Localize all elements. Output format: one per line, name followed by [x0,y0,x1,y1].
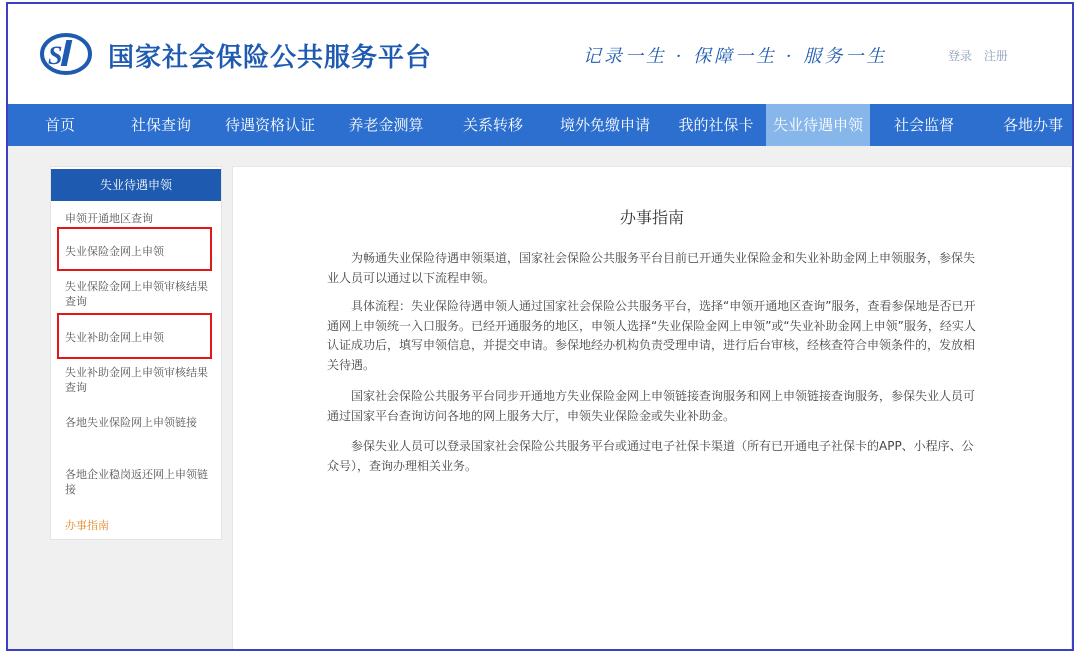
sidebar-item-guide[interactable]: 办事指南 [65,519,109,532]
auth-links [948,47,1016,64]
guide-paragraph-4: 参保失业人员可以登录国家社会保险公共服务平台或通过电子社保卡渠道（所有已开通电子社保卡的APP、小程序、公众号），查询办理相关业务。 [327,439,974,473]
guide-paragraph-1: 为畅通失业保险待遇申领渠道，国家社会保险公共服务平台目前已开通失业保险金和失业补助金网上申领服务，参保失业人员可以通过以下流程申领。 [327,251,976,285]
sidebar [50,166,222,540]
register-link[interactable]: 注册 [983,49,1008,63]
nav-item-my-social-card[interactable]: 我的社保卡 [678,116,754,134]
sidebar-item-local-insurance-links[interactable]: 各地失业保险网上申领链接 [65,416,197,429]
page-title: 办事指南 [619,208,684,227]
si-logo-icon [40,32,92,76]
main-nav [8,104,1072,146]
nav-item-social-supervision[interactable]: 社会监督 [893,116,954,134]
sidebar-item-unemployment-insurance-apply[interactable]: 失业保险金网上申领 [65,245,164,258]
site-title[interactable]: 国家社会保险公共服务平台 [108,43,433,73]
screenshot-frame [6,2,1074,651]
nav-item-pension-calculator[interactable]: 养老金测算 [348,116,424,134]
nav-item-local-services[interactable]: 各地办事 [1002,116,1063,134]
nav-item-social-security-query[interactable]: 社保查询 [130,116,191,134]
sidebar-item-insurance-review-result[interactable]: 失业保险金网上申领审核结果查询 [65,280,208,308]
sidebar-item-job-stabilization-links[interactable]: 各地企业稳岗返还网上申领链接 [65,468,208,496]
guide-paragraph-2: 具体流程：失业保险待遇申领人通过国家社会保险公共服务平台，选择“申领开通地区查询”服务，查看参保地是否已开通网上申领统一入口服务。已经开通服务的地区，申领人选择“失业保险金网上申领”或“失业补助金网上申领”服务，经实人认证成功后，填写申领信息，并提交申请。参保地经办机构负责受理申请，进行后台审核，经核查符合申领条件的，发放相关待遇。 [327,299,976,372]
main-content [232,166,1072,651]
nav-item-benefit-qualification[interactable]: 待遇资格认证 [224,116,315,134]
nav-item-home[interactable]: 首页 [44,116,75,134]
login-link[interactable]: 登录 [948,49,973,63]
site-header [8,4,1072,104]
sidebar-heading: 失业待遇申领 [51,169,221,201]
sidebar-item-region-query[interactable]: 申领开通地区查询 [65,212,153,225]
sidebar-item-subsidy-review-result[interactable]: 失业补助金网上申领审核结果查询 [65,366,208,394]
slogan: 记录一生 · 保障一生 · 服务一生 [583,46,888,67]
nav-item-relation-transfer[interactable]: 关系转移 [462,116,523,134]
nav-item-overseas-exemption[interactable]: 境外免缴申请 [559,116,650,134]
sidebar-item-subsidy-apply[interactable]: 失业补助金网上申领 [65,331,164,344]
svg-text:S: S [48,41,63,70]
nav-item-unemployment-benefit[interactable]: 失业待遇申领 [766,104,870,146]
guide-paragraph-3: 国家社会保险公共服务平台同步开通地方失业保险金网上申领链接查询服务和网上申领链接查询服务，参保失业人员可通过国家平台查询访问各地的网上服务大厅，申领失业保险金或失业补助金。 [327,389,976,423]
